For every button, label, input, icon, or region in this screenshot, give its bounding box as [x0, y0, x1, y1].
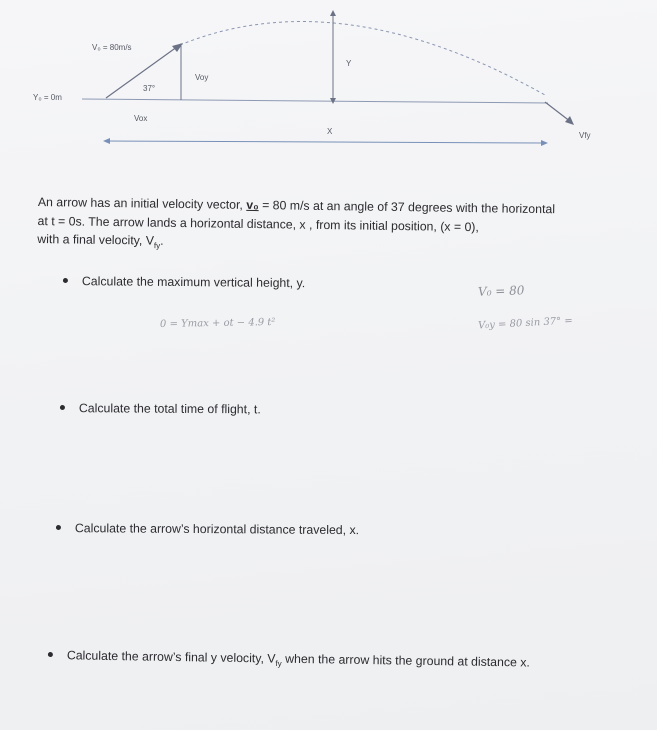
handwritten-voy: V₀y = 80 sin 37° = — [477, 315, 573, 332]
bullet-dot — [48, 652, 53, 657]
trajectory-curve — [180, 22, 545, 95]
question-4 — [48, 648, 530, 672]
problem-line3-end: . — [160, 233, 164, 248]
v0-symbol: v₀ — [246, 197, 259, 213]
vfy-arrow — [545, 102, 571, 122]
distance-arrowhead-right — [541, 140, 548, 146]
ground-line — [82, 99, 548, 103]
vfy-arrowhead — [565, 116, 574, 125]
vox-label: Vox — [134, 114, 148, 123]
question-3 — [56, 521, 359, 537]
projectile-diagram — [0, 0, 657, 170]
question-4-text-end: when the arrow hits the ground at distance x. — [281, 651, 531, 670]
y-label: Y — [346, 59, 352, 68]
distance-line — [106, 141, 545, 143]
problem-line2: at t = 0s. The arrow lands a horizontal distance, x , from its initial position, (x = 0), — [37, 213, 479, 234]
problem-line1-start: An arrow has an initial velocity vector, — [37, 194, 247, 212]
question-4-sub: fy — [275, 659, 282, 669]
problem-statement — [37, 193, 653, 263]
x-label: X — [327, 127, 333, 136]
v0-label: V₀ = 80m/s — [92, 43, 132, 52]
bullet-dot — [56, 525, 61, 530]
question-1-text: Calculate the maximum vertical height, y. — [81, 274, 306, 291]
y0-label: Y₀ = 0m — [33, 93, 62, 102]
question-1 — [63, 274, 305, 290]
voy-label: Voy — [195, 73, 209, 82]
question-3-text: Calculate the arrow’s horizontal distance traveled, x. — [74, 521, 360, 538]
problem-line3-sub: fy — [153, 241, 161, 251]
height-arrowhead-top — [330, 10, 336, 16]
question-2 — [60, 401, 261, 416]
handwritten-v0: V₀ = 80 — [477, 283, 525, 299]
angle-label: 37° — [143, 84, 156, 93]
bullet-dot — [63, 278, 68, 283]
problem-line1-end: = 80 m/s at an angle of 37 degrees with the horizontal — [258, 198, 556, 217]
distance-arrowhead-left — [103, 138, 110, 144]
bullet-dot — [60, 405, 65, 410]
handwritten-equation-1: 0 = Ymax + ot − 4.9 t² — [159, 316, 276, 331]
question-4-text: Calculate the arrow’s final y velocity, V — [66, 648, 276, 666]
problem-line3: with a final velocity, V — [37, 231, 155, 248]
question-2-text: Calculate the total time of flight, t. — [78, 401, 261, 417]
vfy-label: Vfy — [579, 131, 591, 140]
